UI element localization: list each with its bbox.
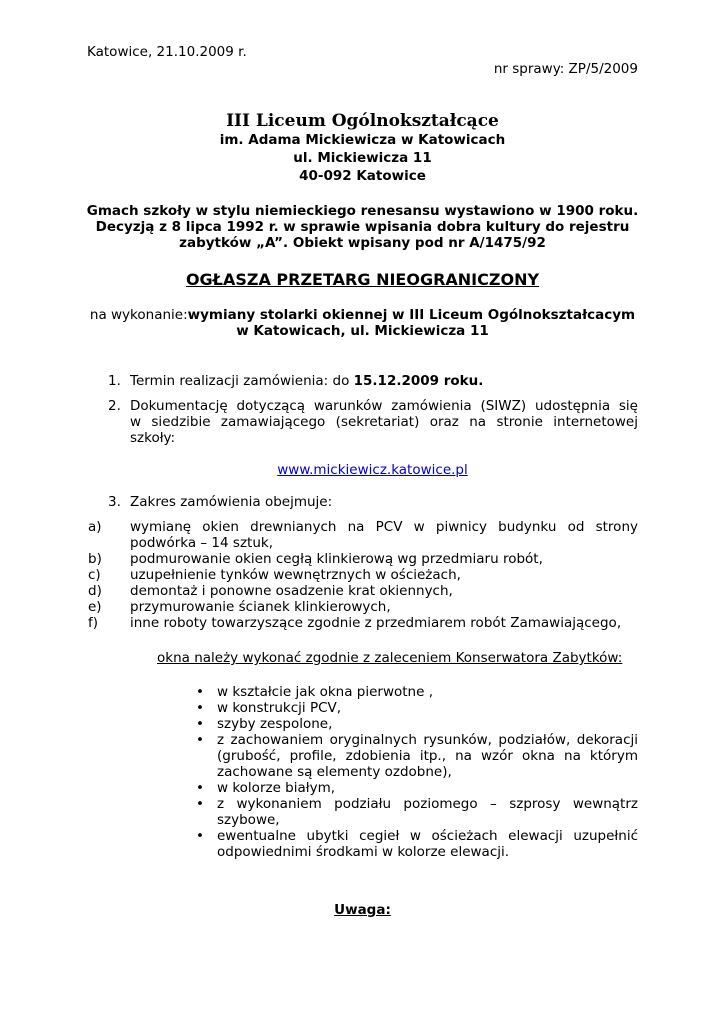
requirement-4-line-3: zachowane są elementy ozdobne), (217, 764, 452, 780)
scope-letter-d: d) (88, 583, 102, 599)
item-2-line-2: w siedzibie zamawiającego (sekretariat) oraz na stronie internetowej (130, 414, 638, 430)
subject-prefix: na wykonanie: (89, 307, 188, 323)
scope-letter-c: c) (88, 567, 101, 583)
conservator-note: okna należy wykonać zgodnie z zaleceniem Konserwatora Zabytków: (157, 650, 623, 666)
scope-letter-b: b) (88, 551, 102, 567)
scope-item-c: uzupełnienie tynków wewnętrznych w ościeżach, (130, 567, 461, 583)
requirement-4-line-2: (grubość, profile, zdobienia itp., na wzór okna na którym (217, 748, 638, 764)
scope-item-e: przymurowanie ścianek klinkierowych, (130, 599, 391, 615)
scope-item-a-line-1: wymianę okien drewnianych na PCV w piwnicy budynku od strony (130, 519, 638, 535)
bullet-icon: • (196, 828, 204, 844)
scope-item-d: demontaż i ponowne osadzenie krat okiennych, (130, 583, 453, 599)
institution-patron: im. Adama Mickiewicza w Katowicach (219, 132, 506, 148)
item-2-number: 2. (108, 398, 121, 414)
scope-item-b: podmurowanie okien cegłą klinkierową wg przedmiaru robót, (130, 551, 543, 567)
school-website-link[interactable]: www.mickiewicz.katowice.pl (277, 462, 468, 478)
requirement-6-line-1: z wykonaniem podziału poziomego – szprosy wewnątrz (217, 796, 638, 812)
requirement-3: szyby zespolone, (217, 716, 333, 732)
subject-line-1 (0, 307, 725, 323)
item-1-deadline: 15.12.2009 roku. (353, 373, 484, 389)
institution-city: 40-092 Katowice (299, 168, 426, 184)
history-line-3: zabytków „A”. Obiekt wpisany pod nr A/1475/92 (179, 235, 546, 251)
requirement-6-line-2: szybowe, (217, 812, 280, 828)
item-2-line-3: szkoły: (130, 430, 176, 446)
announcement-heading: OGŁASZA PRZETARG NIEOGRANICZONY (185, 270, 540, 289)
bullet-icon: • (196, 716, 204, 732)
institution-street: ul. Mickiewicza 11 (293, 150, 432, 166)
requirement-7-line-1: ewentualne ubytki cegieł w ościeżach elewacji uzupełnić (217, 828, 638, 844)
item-3-number: 3. (108, 494, 121, 510)
case-number: nr sprawy: ZP/5/2009 (493, 61, 638, 77)
scope-letter-a: a) (88, 519, 102, 535)
item-1-text (130, 373, 483, 389)
bullet-icon: • (196, 732, 204, 748)
bullet-icon: • (196, 780, 204, 796)
institution-name: III Liceum Ogólnokształcące (226, 111, 499, 131)
bullet-icon: • (196, 796, 204, 812)
requirement-7-line-2: odpowiednimi środkami w kolorze elewacji. (217, 844, 510, 860)
bullet-icon: • (196, 700, 204, 716)
requirement-2: w konstrukcji PCV, (217, 700, 342, 716)
item-1-number: 1. (108, 373, 121, 389)
scope-item-f: inne roboty towarzyszące zgodnie z przedmiarem robót Zamawiającego, (130, 615, 622, 631)
requirement-1: w kształcie jak okna pierwotne , (217, 684, 433, 700)
scope-letter-f: f) (88, 615, 99, 631)
requirement-5: w kolorze białym, (217, 780, 336, 796)
item-2-line-1: Dokumentację dotyczącą warunków zamówienia (SIWZ) udostępnia się (130, 398, 638, 414)
item-3-text: Zakres zamówienia obejmuje: (130, 494, 333, 510)
bullet-icon: • (196, 684, 204, 700)
document-date: Katowice, 21.10.2009 r. (87, 44, 247, 60)
requirement-4-line-1: z zachowaniem oryginalnych rysunków, podziałów, dekoracji (217, 732, 638, 748)
item-1-label: Termin realizacji zamówienia: do (130, 373, 354, 389)
scope-item-a-line-2: podwórka – 14 sztuk, (130, 535, 273, 551)
note-heading: Uwaga: (334, 902, 391, 918)
scope-letter-e: e) (88, 599, 102, 615)
history-line-1: Gmach szkoły w stylu niemieckiego renesansu wystawiono w 1900 roku. (86, 203, 639, 219)
subject-title: wymiany stolarki okiennej w III Liceum Ogólnokształcacym (187, 307, 636, 323)
history-line-2: Decyzją z 8 lipca 1992 r. w sprawie wpisania dobra kultury do rejestru (95, 219, 630, 235)
subject-line-2: w Katowicach, ul. Mickiewicza 11 (236, 323, 489, 339)
